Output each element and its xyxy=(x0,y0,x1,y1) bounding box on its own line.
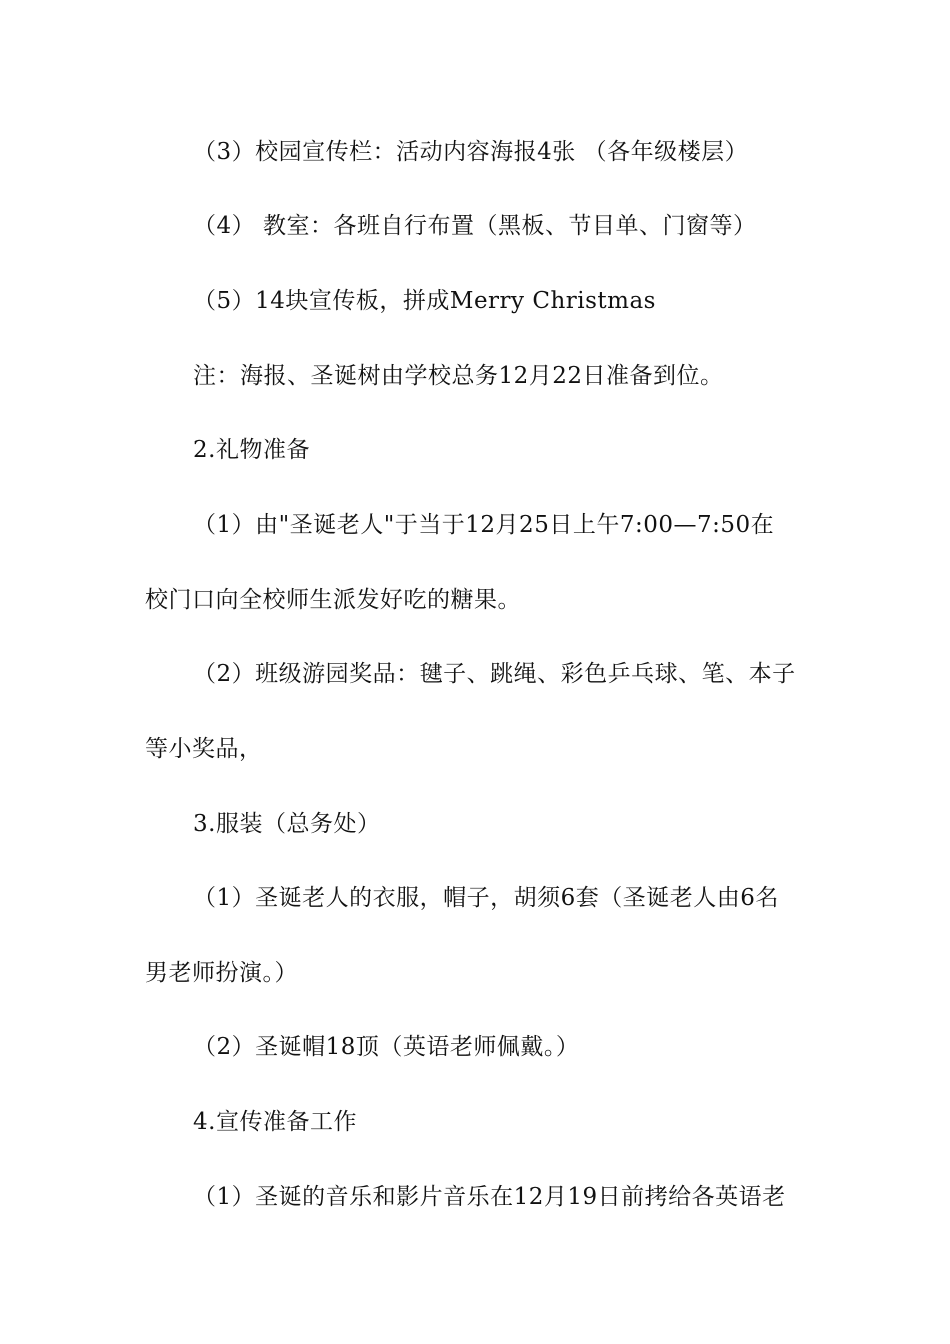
paragraph-line: （1）圣诞的音乐和影片音乐在12月19日前拷给各英语老 xyxy=(193,1184,786,1210)
paragraph-line: （5）14块宣传板，拼成Merry Christmas xyxy=(193,288,656,314)
paragraph-line: 校门口向全校师生派发好吃的糖果。 xyxy=(145,587,521,613)
paragraph-line: 等小奖品， xyxy=(145,736,263,762)
paragraph-line: （3）校园宣传栏：活动内容海报4张 （各年级楼层） xyxy=(193,139,749,165)
section-heading: 2.礼物准备 xyxy=(193,437,310,463)
paragraph-line: （2）圣诞帽18顶（英语老师佩戴。） xyxy=(193,1034,580,1060)
paragraph-line: （4） 教室：各班自行布置（黑板、节目单、门窗等） xyxy=(193,213,757,239)
section-heading: 3.服装（总务处） xyxy=(193,811,381,837)
paragraph-line: 注：海报、圣诞树由学校总务12月22日准备到位。 xyxy=(193,363,724,389)
section-heading: 4.宣传准备工作 xyxy=(193,1109,357,1135)
paragraph-line: （1）由"圣诞老人"于当于12月25日上午7:00—7:50在 xyxy=(193,512,775,538)
paragraph-line: （2）班级游园奖品：毽子、跳绳、彩色乒乓球、笔、本子 xyxy=(193,661,796,687)
paragraph-line: 男老师扮演。） xyxy=(145,960,298,986)
paragraph-line: （1）圣诞老人的衣服，帽子，胡须6套（圣诞老人由6名 xyxy=(193,885,779,911)
